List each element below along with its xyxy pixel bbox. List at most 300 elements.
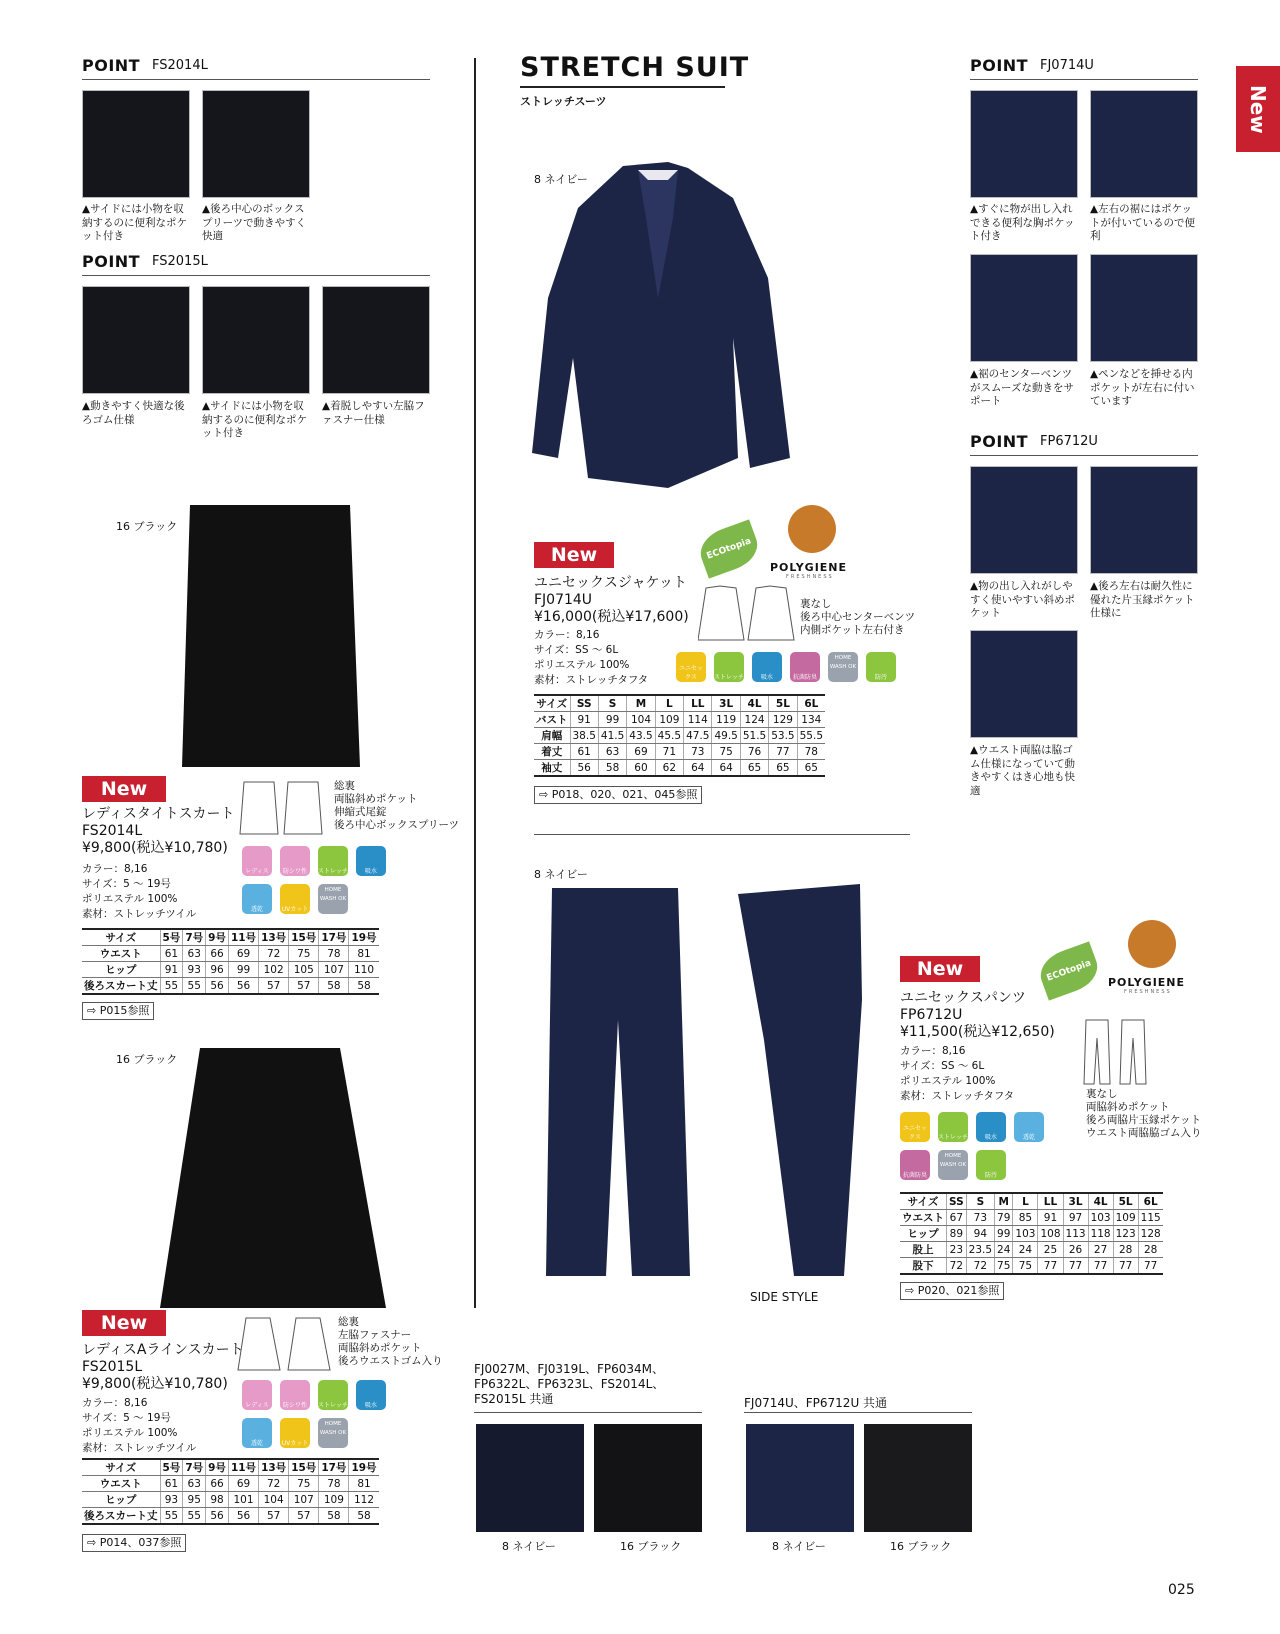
product-code: FP6712U <box>900 1007 963 1023</box>
table-cell: 5L <box>1113 1193 1138 1210</box>
page-number: 025 <box>1168 1582 1195 1598</box>
detail-photo <box>1090 90 1198 198</box>
table-cell: 13号 <box>259 1459 289 1476</box>
table-cell: 後ろスカート丈 <box>82 978 160 995</box>
table-cell: L <box>655 695 683 712</box>
detail-photo <box>1090 254 1198 362</box>
spec-line: サイズ：5 ～ 19号 <box>82 878 171 890</box>
table-cell: 後ろスカート丈 <box>82 1508 160 1525</box>
feature-note: 総裏 <box>338 1316 359 1328</box>
anti-wrinkle-icon: 防シワ性 <box>280 1380 310 1410</box>
product-name: ユニセックスパンツ <box>900 990 1026 1006</box>
table-row <box>900 1242 1163 1258</box>
polygiene-sub: FRESHNESS <box>786 574 834 580</box>
table-cell: 107 <box>289 1492 319 1508</box>
table-row <box>900 1210 1163 1226</box>
table-cell: 71 <box>655 744 683 760</box>
table-cell: 93 <box>160 1492 183 1508</box>
table-cell: ウエスト <box>82 946 160 962</box>
page-title: STRETCH SUIT <box>520 52 750 83</box>
fabric-swatch-navy <box>476 1424 584 1532</box>
table-cell: 77 <box>1138 1258 1163 1275</box>
table-cell: 99 <box>598 712 626 728</box>
detail-caption: ▲着脱しやすい左脇ファスナー仕様 <box>322 400 425 426</box>
spec-line: 素材：ストレッチツイル <box>82 1442 197 1454</box>
table-cell: 101 <box>228 1492 258 1508</box>
table-cell: 73 <box>966 1210 994 1226</box>
spec-line: ポリエステル 100% <box>82 893 178 905</box>
new-badge: New <box>82 1310 166 1336</box>
table-cell: 115 <box>1138 1210 1163 1226</box>
fabric-title: FJ0714U、FP6712U 共通 <box>744 1396 888 1410</box>
product-code: FS2015L <box>82 1359 143 1375</box>
table-cell: 72 <box>259 946 289 962</box>
jacket-photo <box>528 158 798 490</box>
table-cell: S <box>598 695 626 712</box>
table-cell: 57 <box>259 978 289 995</box>
table-cell: 91 <box>1038 1210 1063 1226</box>
product-price: ¥11,500(税込¥12,650) <box>900 1024 1055 1040</box>
table-row <box>82 962 379 978</box>
table-cell: バスト <box>534 712 570 728</box>
table-cell: 55 <box>183 978 206 995</box>
spec-line: ポリエステル 100% <box>900 1075 996 1087</box>
feature-note: 後ろ両脇片玉縁ポケット <box>1086 1114 1201 1126</box>
title-underline <box>520 86 725 88</box>
table-cell: M <box>627 695 655 712</box>
stretch-icon: ストレッチ <box>938 1112 968 1142</box>
detail-caption: ▲すぐに物が出し入れできる便利な胸ポケット付き <box>970 203 1075 242</box>
table-cell: サイズ <box>900 1193 947 1210</box>
detail-photo <box>82 286 190 394</box>
reference-link[interactable]: ⇨ P014、037参照 <box>82 1534 186 1552</box>
stretch-icon: ストレッチ <box>318 846 348 876</box>
table-cell: 61 <box>570 744 598 760</box>
table-cell: 66 <box>206 946 229 962</box>
table-cell: 58 <box>349 1508 379 1525</box>
point-code: FJ0714U <box>1040 58 1094 73</box>
detail-caption: ▲動きやすく快適な後ろゴム仕様 <box>82 400 185 426</box>
table-cell: 77 <box>1038 1258 1063 1275</box>
table-cell: 75 <box>712 744 740 760</box>
quick-dry-icon: 透乾 <box>242 1418 272 1448</box>
color-label: 16 ブラック <box>116 520 178 533</box>
table-cell: ウエスト <box>900 1210 947 1226</box>
table-cell: 53.5 <box>769 728 797 744</box>
detail-caption: ▲物の出し入れがしやすく使いやすい斜めポケット <box>970 580 1075 619</box>
table-cell: 105 <box>289 962 319 978</box>
table-cell: 56 <box>570 760 598 777</box>
detail-photo <box>970 254 1078 362</box>
table-cell: 102 <box>259 962 289 978</box>
table-cell: 77 <box>1113 1258 1138 1275</box>
table-cell: 5L <box>769 695 797 712</box>
table-row <box>900 1193 1163 1210</box>
table-cell: 112 <box>349 1492 379 1508</box>
side-style-label: SIDE STYLE <box>750 1290 819 1304</box>
table-cell: 47.5 <box>684 728 712 744</box>
detail-photo <box>202 286 310 394</box>
table-cell: 77 <box>1088 1258 1113 1275</box>
point-code: FP6712U <box>1040 434 1098 449</box>
table-cell: 128 <box>1138 1226 1163 1242</box>
spec-line: サイズ：5 ～ 19号 <box>82 1412 171 1424</box>
table-cell: 38.5 <box>570 728 598 744</box>
table-cell: 114 <box>684 712 712 728</box>
table-cell: 股下 <box>900 1258 947 1275</box>
absorb-icon: 吸水 <box>752 652 782 682</box>
divider <box>970 79 1198 80</box>
uv-cut-icon: UVカット <box>280 884 310 914</box>
ladies-icon: レディス <box>242 1380 272 1410</box>
divider <box>82 79 430 80</box>
table-row <box>900 1258 1163 1275</box>
color-label: 16 ブラック <box>116 1053 178 1066</box>
feature-note: 後ろ中心ボックスプリーツ <box>334 819 460 831</box>
skirt-photo <box>160 505 380 770</box>
home-wash-icon: HOME WASH OK <box>318 884 348 914</box>
table-cell: 6L <box>1138 1193 1163 1210</box>
product-name: レディスタイトスカート <box>82 806 235 822</box>
detail-photo <box>202 90 310 198</box>
table-row <box>82 1476 379 1492</box>
table-cell: 56 <box>206 1508 229 1525</box>
stain-resist-icon: 防汚 <box>866 652 896 682</box>
table-cell: ウエスト <box>82 1476 160 1492</box>
table-row <box>82 1459 379 1476</box>
table-cell: 28 <box>1138 1242 1163 1258</box>
detail-caption: ▲ウエスト両脇は脇ゴム仕様になっていて動きやすくはき心地も快適 <box>970 744 1075 797</box>
table-cell: 109 <box>1113 1210 1138 1226</box>
table-cell: 64 <box>712 760 740 777</box>
home-wash-icon: HOME WASH OK <box>318 1418 348 1448</box>
table-row <box>534 744 825 760</box>
stain-resist-icon: 防汚 <box>976 1150 1006 1180</box>
table-cell: 99 <box>228 962 258 978</box>
table-cell: 72 <box>259 1476 289 1492</box>
point-title: POINT <box>82 252 141 271</box>
reference-link[interactable]: ⇨ P018、020、021、045参照 <box>534 786 702 804</box>
section-divider <box>534 834 910 835</box>
table-cell: 41.5 <box>598 728 626 744</box>
table-cell: 56 <box>228 978 258 995</box>
product-name: ユニセックスジャケット <box>534 575 687 591</box>
table-cell: 72 <box>947 1258 967 1275</box>
detail-photo <box>1090 466 1198 574</box>
table-cell: 104 <box>627 712 655 728</box>
size-table <box>900 1192 1163 1275</box>
table-cell: LL <box>1038 1193 1063 1210</box>
table-cell: 109 <box>319 1492 349 1508</box>
unisex-icon: ユニセックス <box>676 652 706 682</box>
quick-dry-icon: 透乾 <box>1014 1112 1044 1142</box>
divider <box>82 275 430 276</box>
table-cell: サイズ <box>82 1459 160 1476</box>
product-price: ¥16,000(税込¥17,600) <box>534 609 689 625</box>
uv-cut-icon: UVカット <box>280 1418 310 1448</box>
pants-side-photo <box>734 880 874 1280</box>
table-cell: 23.5 <box>966 1242 994 1258</box>
pants-sketch <box>1082 1018 1172 1086</box>
table-cell: 5号 <box>160 1459 183 1476</box>
table-cell: 75 <box>289 1476 319 1492</box>
table-cell: 110 <box>349 962 379 978</box>
table-cell: 5号 <box>160 929 183 946</box>
table-cell: 62 <box>655 760 683 777</box>
new-badge: New <box>900 956 980 982</box>
table-cell: 58 <box>349 978 379 995</box>
detail-caption: ▲左右の裾にはポケットが付いているので便利 <box>1090 203 1195 242</box>
table-cell: 75 <box>995 1258 1013 1275</box>
absorb-icon: 吸水 <box>356 1380 386 1410</box>
spec-line: カラー：8,16 <box>82 863 148 875</box>
detail-photo <box>970 630 1078 738</box>
table-cell: 63 <box>598 744 626 760</box>
absorb-icon: 吸水 <box>976 1112 1006 1142</box>
page-subtitle: ストレッチスーツ <box>520 95 607 108</box>
product-price: ¥9,800(税込¥10,780) <box>82 1376 228 1392</box>
table-cell: LL <box>684 695 712 712</box>
feature-note: 裏なし <box>800 598 832 610</box>
table-row <box>82 978 379 995</box>
polygiene-hand-icon <box>788 505 836 553</box>
table-cell: 64 <box>684 760 712 777</box>
product-code: FJ0714U <box>534 592 593 608</box>
table-cell: 58 <box>319 1508 349 1525</box>
spec-line: 素材：ストレッチタフタ <box>900 1090 1015 1102</box>
divider <box>970 455 1198 456</box>
table-cell: 96 <box>206 962 229 978</box>
feature-note: 総裏 <box>334 780 355 792</box>
table-cell: 肩幅 <box>534 728 570 744</box>
table-cell: ヒップ <box>82 962 160 978</box>
point-title: POINT <box>970 432 1029 451</box>
table-row <box>82 946 379 962</box>
table-cell: 着丈 <box>534 744 570 760</box>
table-cell: 73 <box>684 744 712 760</box>
size-table <box>534 694 825 777</box>
table-cell: 49.5 <box>712 728 740 744</box>
table-cell: 15号 <box>289 929 319 946</box>
table-cell: 124 <box>740 712 768 728</box>
table-cell: 17号 <box>319 929 349 946</box>
table-cell: 63 <box>183 1476 206 1492</box>
new-badge: New <box>534 542 614 568</box>
table-cell: M <box>995 1193 1013 1210</box>
table-cell: 9号 <box>206 929 229 946</box>
ecotopia-logo: ECOtopia <box>695 519 764 578</box>
table-cell: 3L <box>1063 1193 1088 1210</box>
new-badge: New <box>82 776 166 802</box>
table-cell: 103 <box>1013 1226 1038 1242</box>
table-cell: 94 <box>966 1226 994 1242</box>
table-cell: 61 <box>160 946 183 962</box>
table-cell: 3L <box>712 695 740 712</box>
table-cell: 66 <box>206 1476 229 1492</box>
table-row <box>82 1492 379 1508</box>
table-cell: 55 <box>160 1508 183 1525</box>
table-cell: ヒップ <box>900 1226 947 1242</box>
polygiene-logo: POLYGIENE <box>770 561 848 574</box>
detail-photo <box>322 286 430 394</box>
table-cell: 77 <box>1063 1258 1088 1275</box>
spec-line: サイズ：SS ～ 6L <box>900 1060 985 1072</box>
table-cell: 19号 <box>349 929 379 946</box>
spec-line: 素材：ストレッチタフタ <box>534 674 649 686</box>
table-cell: 58 <box>598 760 626 777</box>
swatch-label: 8 ネイビー <box>772 1540 826 1553</box>
table-cell: 134 <box>797 712 825 728</box>
table-cell: 119 <box>712 712 740 728</box>
quick-dry-icon: 透乾 <box>242 884 272 914</box>
table-cell: 69 <box>228 1476 258 1492</box>
table-cell: 77 <box>769 744 797 760</box>
table-cell: 27 <box>1088 1242 1113 1258</box>
table-cell: 76 <box>740 744 768 760</box>
table-cell: 91 <box>160 962 183 978</box>
feature-note: 裏なし <box>1086 1088 1118 1100</box>
point-code: FS2014L <box>152 58 208 73</box>
fabric-title: FJ0027M、FJ0319L、FP6034M、FP6322L、FP6323L、FS2014L、FS2015L 共通 <box>474 1362 665 1406</box>
table-cell: S <box>966 1193 994 1210</box>
table-cell: 57 <box>289 1508 319 1525</box>
detail-photo <box>970 466 1078 574</box>
table-cell: 55.5 <box>797 728 825 744</box>
table-cell: SS <box>570 695 598 712</box>
table-cell: 57 <box>289 978 319 995</box>
color-label: 8 ネイビー <box>534 173 588 186</box>
stretch-icon: ストレッチ <box>318 1380 348 1410</box>
table-row <box>534 760 825 777</box>
home-wash-icon: HOME WASH OK <box>828 652 858 682</box>
size-table <box>82 1458 379 1525</box>
table-cell: 75 <box>289 946 319 962</box>
table-cell: 65 <box>740 760 768 777</box>
table-cell: 78 <box>319 1476 349 1492</box>
table-cell: 23 <box>947 1242 967 1258</box>
detail-caption: ▲サイドには小物を収納するのに便利なポケット付き <box>202 400 307 439</box>
spec-line: ポリエステル 100% <box>534 659 630 671</box>
table-cell: 109 <box>655 712 683 728</box>
feature-note: 左脇ファスナー <box>338 1329 412 1341</box>
table-cell: 28 <box>1113 1242 1138 1258</box>
table-cell: 72 <box>966 1258 994 1275</box>
table-cell: 99 <box>995 1226 1013 1242</box>
table-cell: 103 <box>1088 1210 1113 1226</box>
spec-line: カラー：8,16 <box>534 629 600 641</box>
reference-link[interactable]: ⇨ P020、021参照 <box>900 1282 1004 1300</box>
table-cell: 袖丈 <box>534 760 570 777</box>
absorb-icon: 吸水 <box>356 846 386 876</box>
fabric-swatch-navy <box>746 1424 854 1532</box>
skirt-sketch <box>236 1316 336 1372</box>
reference-link[interactable]: ⇨ P015参照 <box>82 1002 154 1020</box>
table-cell: サイズ <box>82 929 160 946</box>
table-cell: 43.5 <box>627 728 655 744</box>
product-price: ¥9,800(税込¥10,780) <box>82 840 228 856</box>
table-cell: 15号 <box>289 1459 319 1476</box>
feature-note: 内側ポケット左右付き <box>800 624 905 636</box>
swatch-label: 16 ブラック <box>890 1540 952 1553</box>
table-cell: 56 <box>228 1508 258 1525</box>
table-cell: SS <box>947 1193 967 1210</box>
table-cell: 60 <box>627 760 655 777</box>
table-cell: 67 <box>947 1210 967 1226</box>
polygiene-sub: FRESHNESS <box>1124 989 1172 995</box>
size-table <box>82 928 379 995</box>
detail-caption: ▲ペンなどを挿せる内ポケットが左右に付いています <box>1090 368 1195 407</box>
detail-caption: ▲後ろ中心のボックスプリーツで動きやすく快適 <box>202 203 307 242</box>
table-cell: 7号 <box>183 1459 206 1476</box>
detail-photo <box>970 90 1078 198</box>
table-cell: 24 <box>995 1242 1013 1258</box>
spec-line: 素材：ストレッチツイル <box>82 908 197 920</box>
table-cell: ヒップ <box>82 1492 160 1508</box>
table-cell: 123 <box>1113 1226 1138 1242</box>
antibacterial-icon: 抗菌防臭 <box>900 1150 930 1180</box>
table-cell: 61 <box>160 1476 183 1492</box>
unisex-icon: ユニセックス <box>900 1112 930 1142</box>
table-cell: 81 <box>349 946 379 962</box>
detail-caption: ▲後ろ左右は耐久性に優れた片玉縁ポケット仕様に <box>1090 580 1195 619</box>
skirt-sketch <box>238 780 328 836</box>
stretch-icon: ストレッチ <box>714 652 744 682</box>
table-cell: 19号 <box>349 1459 379 1476</box>
detail-photo <box>82 90 190 198</box>
home-wash-icon: HOME WASH OK <box>938 1150 968 1180</box>
spec-line: カラー：8,16 <box>82 1397 148 1409</box>
feature-note: 後ろ中心センターベンツ <box>800 611 916 623</box>
table-cell: 26 <box>1063 1242 1088 1258</box>
table-cell: 56 <box>206 978 229 995</box>
spec-line: ポリエステル 100% <box>82 1427 178 1439</box>
feature-note: 両脇斜めポケット <box>338 1342 422 1354</box>
detail-caption: ▲サイドには小物を収納するのに便利なポケット付き <box>82 203 187 242</box>
spec-line: サイズ：SS ～ 6L <box>534 644 619 656</box>
feature-note: ウエスト両脇脇ゴム入り <box>1086 1127 1202 1139</box>
feature-note: 両脇斜めポケット <box>334 793 418 805</box>
product-name: レディスAラインスカート <box>82 1342 244 1358</box>
detail-caption: ▲裾のセンターベンツがスムーズな動きをサポート <box>970 368 1074 407</box>
table-row <box>534 728 825 744</box>
point-title: POINT <box>970 56 1029 75</box>
table-cell: 63 <box>183 946 206 962</box>
antibacterial-icon: 抗菌防臭 <box>790 652 820 682</box>
table-cell: 45.5 <box>655 728 683 744</box>
table-cell: 107 <box>319 962 349 978</box>
table-cell: 9号 <box>206 1459 229 1476</box>
table-cell: 11号 <box>228 929 258 946</box>
table-cell: 69 <box>627 744 655 760</box>
table-cell: 股上 <box>900 1242 947 1258</box>
table-cell: 104 <box>259 1492 289 1508</box>
table-cell: 98 <box>206 1492 229 1508</box>
spec-line: カラー：8,16 <box>900 1045 966 1057</box>
table-cell: 13号 <box>259 929 289 946</box>
feature-note: 伸縮式尾錠 <box>334 806 387 818</box>
divider <box>474 1412 702 1413</box>
table-cell: 91 <box>570 712 598 728</box>
table-cell: 4L <box>740 695 768 712</box>
table-cell: 93 <box>183 962 206 978</box>
table-cell: 85 <box>1013 1210 1038 1226</box>
table-cell: 55 <box>183 1508 206 1525</box>
table-cell: L <box>1013 1193 1038 1210</box>
pants-front-photo <box>540 880 700 1280</box>
table-cell: 81 <box>349 1476 379 1492</box>
point-code: FS2015L <box>152 254 208 269</box>
table-cell: 4L <box>1088 1193 1113 1210</box>
